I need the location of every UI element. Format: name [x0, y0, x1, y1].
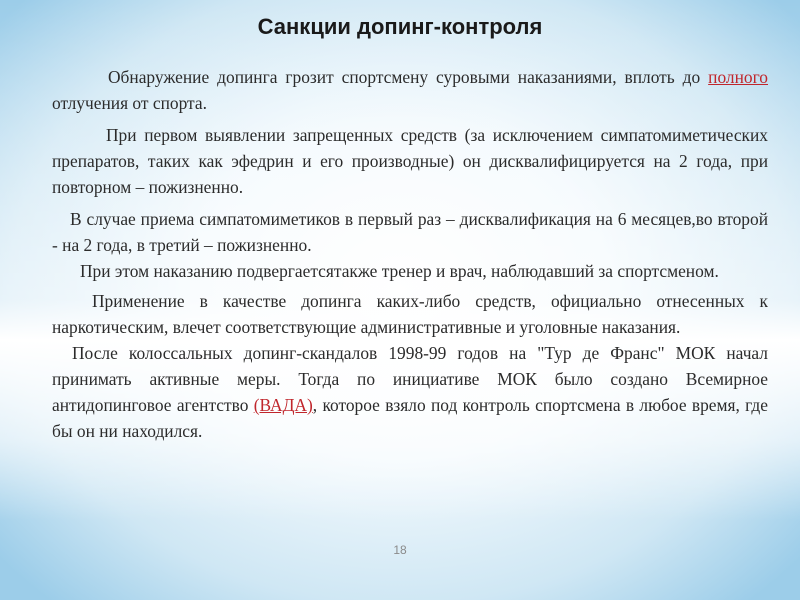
paragraph-6 [52, 340, 768, 444]
paragraph-1 [52, 64, 768, 116]
slide-title: Санкции допинг-контроля [257, 14, 543, 39]
link-vada[interactable]: (ВАДА) [253, 395, 313, 415]
paragraph-3: В случае приема симпатомиметиков в первый раз – дисквалификация на 6 месяцев,во второй - на 2 года, в третий – пожизненно. [52, 209, 768, 255]
slide-body [52, 64, 768, 444]
paragraph-6-text-a: После колоссальных допинг-скандалов 1998-99 годов на "Тур де Франс" МОК начал принимать активные меры. Тогда по инициативе МОК было создано Всемирное антидопинговое агентство [52, 343, 768, 415]
paragraph-1-text-a: Обнаружение допинга грозит спортсмену суровыми наказаниями, вплоть до [108, 67, 709, 87]
paragraph-5: Применение в качестве допинга каких-либо средств, официально отнесенных к наркотическим, влечет соответствующие административные и уголовные наказания. [52, 291, 768, 337]
paragraph-2: При первом выявлении запрещенных средств (за исключением симпатомиметических препаратов, таких как эфедрин и его производные) он дисквалифицируется на 2 года, при повторном – пожизненно. [52, 125, 768, 197]
paragraph-6-text-b: , которое взяло под контроль спортсмена в любое время, где бы он ни находился. [52, 395, 768, 441]
link-polnogo[interactable]: полного [708, 67, 768, 87]
paragraph-4: При этом наказанию подвергаетсятакже тренер и врач, наблюдавший за спортсменом. [80, 261, 719, 281]
page-number: 18 [393, 543, 407, 557]
paragraph-1-text-b: отлучения от спорта. [52, 93, 207, 113]
